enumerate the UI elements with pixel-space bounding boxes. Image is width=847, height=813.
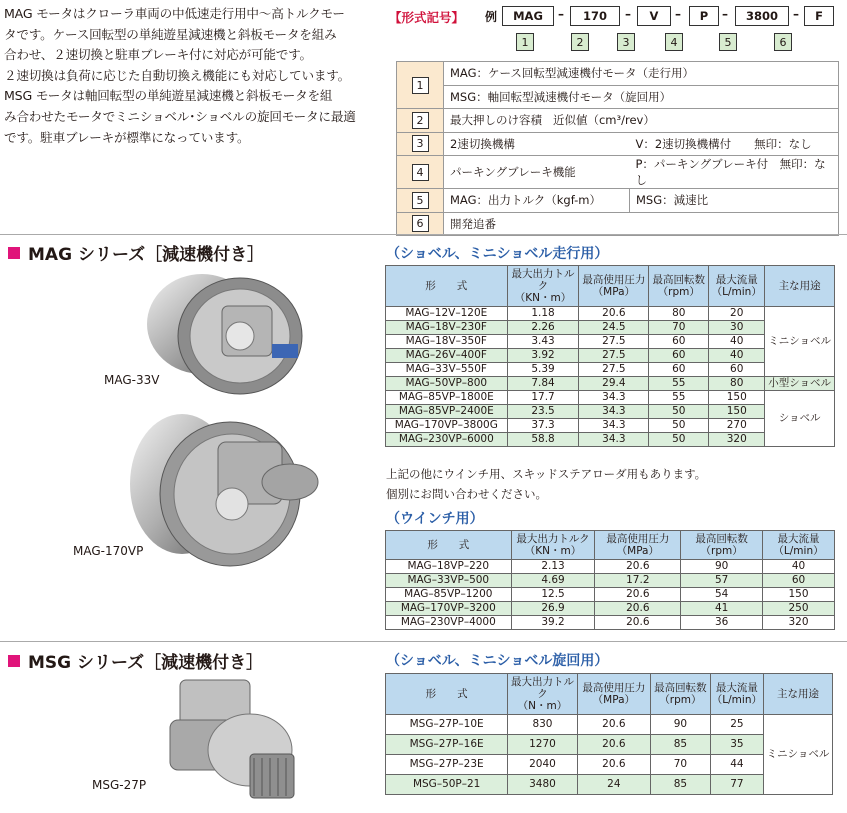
intro-line: 合わせ、２速切換と駐車ブレーキ付に対応が可能です。 (4, 47, 312, 63)
definition-row (397, 212, 839, 236)
table-cell: 2040 (508, 755, 577, 775)
column-header: 最大流量 （L/min） (709, 266, 765, 307)
table-row (386, 602, 835, 616)
table-cell: 55 (649, 391, 709, 405)
table-cell: 26.9 (511, 602, 595, 616)
code-number: 4 (665, 33, 683, 51)
intro-line: MSG モータは軸回転型の単純遊星減速機と斜板モータを組 (4, 88, 333, 104)
winch-table-title: （ウインチ用） (386, 511, 484, 527)
column-header: 最大出力トルク （KN・m） (507, 266, 579, 307)
table-cell: MAG–18VP–220 (386, 560, 512, 574)
definition-number: 3 (412, 135, 429, 152)
table-header-row (386, 266, 835, 307)
column-header: 主な用途 (763, 674, 832, 715)
table-cell: 35 (710, 735, 763, 755)
section-divider (0, 641, 847, 642)
definition-text: MSG：減速比 (630, 189, 839, 213)
intro-line: タです。ケース回転型の単純遊星減速機と斜板モータを組み (4, 26, 337, 42)
table-row (386, 588, 835, 602)
table-cell: 20.6 (579, 307, 649, 321)
table-cell: 60 (649, 363, 709, 377)
table-row (386, 307, 835, 321)
mag-series-heading (8, 240, 264, 265)
definition-text: MAG：出力トルク（kgf-m） (444, 189, 630, 213)
code-number: 3 (617, 33, 635, 51)
use-cell: ミニショベル (765, 307, 835, 377)
table-cell: 34.3 (579, 419, 649, 433)
definition-text: V：2速切換機構付 無印：なし (630, 132, 839, 156)
table-cell: 250 (763, 602, 835, 616)
definition-row (397, 189, 839, 213)
table-cell: 60 (649, 335, 709, 349)
definition-text: MAG：ケース回転型減速機付モータ（走行用） (444, 62, 839, 86)
table-cell: 24.5 (579, 321, 649, 335)
table-cell: MAG–18V–230F (386, 321, 508, 335)
definition-text: 開発追番 (444, 212, 839, 236)
table-cell: MAG–85VP–1200 (386, 588, 512, 602)
definition-row (397, 156, 839, 189)
table-cell: MSG–27P–10E (386, 715, 508, 735)
msg-series-heading (8, 648, 263, 673)
column-header: 最大出力トルク （KN・m） (511, 531, 595, 560)
table-cell: MSG–27P–23E (386, 755, 508, 775)
table-cell: 270 (709, 419, 765, 433)
table-row (386, 391, 835, 405)
code-separator: – (675, 7, 681, 21)
table-cell: 30 (709, 321, 765, 335)
column-header: 最大出力トルク （N・m） (508, 674, 577, 715)
column-header: 最高使用圧力 （MPa） (595, 531, 681, 560)
table-cell: 34.3 (579, 433, 649, 447)
code-number: 5 (719, 33, 737, 51)
table-cell: 3.92 (507, 349, 579, 363)
winch-spec-table (385, 530, 835, 630)
table-cell: 50 (649, 419, 709, 433)
definition-row (397, 109, 839, 133)
model-code-definitions (396, 61, 839, 236)
swing-table-title: （ショベル、ミニショベル旋回用） (386, 653, 609, 669)
table-cell: 3480 (508, 775, 577, 795)
column-header: 最高使用圧力 （MPa） (577, 674, 650, 715)
table-cell: 54 (681, 588, 763, 602)
table-cell: MAG–33V–550F (386, 363, 508, 377)
note-line: 個別にお問い合わせください。 (386, 487, 547, 501)
code-separator: – (722, 7, 728, 21)
table-cell: 24 (577, 775, 650, 795)
table-cell: 29.4 (579, 377, 649, 391)
swing-spec-table (385, 673, 833, 795)
definition-text: 最大押しのけ容積 (450, 113, 542, 128)
table-cell: 90 (651, 715, 711, 735)
definition-text: パーキングブレーキ機能 (444, 156, 630, 189)
definition-row (397, 62, 839, 86)
table-cell: 34.3 (579, 391, 649, 405)
table-cell: 40 (709, 335, 765, 349)
table-cell: 1270 (508, 735, 577, 755)
note-text (386, 464, 706, 504)
definition-text: MSG：軸回転型減速機付モータ（旋回用） (444, 85, 839, 109)
table-cell: MAG–50VP–800 (386, 377, 508, 391)
table-cell: 58.8 (507, 433, 579, 447)
model-code-example: 例 (485, 10, 498, 24)
table-cell: 27.5 (579, 349, 649, 363)
use-cell: ショベル (765, 391, 835, 447)
table-cell: 20.6 (595, 602, 681, 616)
table-cell: 830 (508, 715, 577, 735)
table-cell: 27.5 (579, 335, 649, 349)
table-cell: 3.43 (507, 335, 579, 349)
table-row (386, 616, 835, 630)
table-cell: MAG–85VP–1800E (386, 391, 508, 405)
table-cell: MAG–170VP–3200 (386, 602, 512, 616)
code-part-brake: P (689, 6, 719, 26)
travel-spec-table (385, 265, 835, 447)
table-row (386, 715, 833, 735)
table-row (386, 560, 835, 574)
table-cell: MSG–50P–21 (386, 775, 508, 795)
table-cell: MAG–26V–400F (386, 349, 508, 363)
column-header: 主な用途 (765, 266, 835, 307)
code-part-revision: F (804, 6, 834, 26)
intro-line: MAG モータはクローラ車両の中低速走行用中～高トルクモー (4, 6, 345, 21)
table-cell: MAG–230VP–6000 (386, 433, 508, 447)
table-cell: 41 (681, 602, 763, 616)
intro-line: です。駐車ブレーキが標準になっています。 (4, 129, 250, 145)
table-cell: 36 (681, 616, 763, 630)
code-number: 2 (571, 33, 589, 51)
table-cell: 60 (649, 349, 709, 363)
table-cell: 150 (709, 391, 765, 405)
table-cell: 70 (651, 755, 711, 775)
definition-row (397, 85, 839, 109)
definition-number: 4 (412, 164, 429, 181)
column-header: 最高回転数 （rpm） (651, 674, 711, 715)
note-line: 上記の他にウインチ用、スキッドステアローダ用もあります。 (386, 467, 707, 481)
table-cell: MAG–33VP–500 (386, 574, 512, 588)
definition-row (397, 132, 839, 156)
table-cell: MAG–18V–350F (386, 335, 508, 349)
table-header-row (386, 531, 835, 560)
table-cell: 17.7 (507, 391, 579, 405)
table-cell: 320 (763, 616, 835, 630)
msg-27p-caption: MSG-27P (92, 778, 147, 792)
column-header: 形 式 (386, 266, 508, 307)
table-cell: 85 (651, 775, 711, 795)
model-code-label: 【形式記号】 (389, 10, 465, 25)
table-cell: 44 (710, 755, 763, 775)
code-part-2speed: V (637, 6, 671, 26)
table-cell: 20.6 (595, 560, 681, 574)
column-header: 形 式 (386, 531, 512, 560)
table-cell: MAG–12V–120E (386, 307, 508, 321)
table-cell: MAG–85VP–2400E (386, 405, 508, 419)
table-cell: 320 (709, 433, 765, 447)
definition-text: 2速切換機構 (444, 132, 630, 156)
definition-number: 5 (412, 192, 429, 209)
column-header: 最大流量 （L/min） (710, 674, 763, 715)
definition-text: 近似値（cm³/rev） (552, 113, 655, 128)
mag-170vp-photo (120, 404, 330, 574)
mag-170vp-caption: MAG-170VP (73, 544, 144, 558)
column-header: 最大流量 （L/min） (763, 531, 835, 560)
table-cell: 77 (710, 775, 763, 795)
table-cell: 2.26 (507, 321, 579, 335)
table-cell: 80 (709, 377, 765, 391)
table-cell: 39.2 (511, 616, 595, 630)
table-cell: 7.84 (507, 377, 579, 391)
msg-series-title: MSG シリーズ［減速機付き］ (28, 653, 264, 673)
table-cell: 40 (763, 560, 835, 574)
table-cell: 60 (763, 574, 835, 588)
use-cell: 小型ショベル (765, 377, 835, 391)
table-header-row (386, 674, 833, 715)
table-cell: 90 (681, 560, 763, 574)
table-cell: 34.3 (579, 405, 649, 419)
table-cell: 55 (649, 377, 709, 391)
column-header: 最高回転数 （rpm） (649, 266, 709, 307)
mag-series-title: MAG シリーズ［減速機付き］ (28, 245, 265, 265)
code-separator: – (558, 7, 564, 21)
table-cell: 20.6 (577, 735, 650, 755)
table-cell: 20.6 (595, 616, 681, 630)
section-divider (0, 234, 847, 235)
table-cell: 60 (709, 363, 765, 377)
table-cell: 70 (649, 321, 709, 335)
table-cell: 17.2 (595, 574, 681, 588)
table-cell: 23.5 (507, 405, 579, 419)
code-number: 6 (774, 33, 792, 51)
table-row (386, 574, 835, 588)
table-row (386, 377, 835, 391)
intro-line: ２速切換は負荷に応じた自動切換え機能にも対応しています。 (4, 67, 351, 83)
column-header: 最高使用圧力 （MPa） (579, 266, 649, 307)
table-cell: 40 (709, 349, 765, 363)
table-cell: 50 (649, 405, 709, 419)
intro-line: み合わせたモータでミニショベル･ショベルの旋回モータに最適 (4, 108, 356, 124)
definition-number: 1 (412, 77, 429, 94)
msg-27p-photo (150, 672, 310, 812)
table-cell: 150 (709, 405, 765, 419)
mag-33v-caption: MAG-33V (104, 373, 160, 387)
intro-text (4, 4, 376, 148)
table-cell: 27.5 (579, 363, 649, 377)
table-cell: MAG–230VP–4000 (386, 616, 512, 630)
definition-number: 6 (412, 215, 429, 232)
model-code (389, 6, 839, 28)
table-cell: 4.69 (511, 574, 595, 588)
table-cell: 20.6 (577, 715, 650, 735)
table-cell: 80 (649, 307, 709, 321)
column-header: 形 式 (386, 674, 508, 715)
definition-number: 2 (412, 112, 429, 129)
code-separator: – (793, 7, 799, 21)
table-cell: MSG–27P–16E (386, 735, 508, 755)
table-cell: MAG–170VP–3800G (386, 419, 508, 433)
table-cell: 1.18 (507, 307, 579, 321)
table-cell: 50 (649, 433, 709, 447)
pink-square-icon (8, 247, 20, 259)
travel-table-title: （ショベル、ミニショベル走行用） (386, 246, 609, 262)
code-part-series: MAG (502, 6, 554, 26)
table-cell: 20.6 (577, 755, 650, 775)
table-cell: 57 (681, 574, 763, 588)
code-part-torque: 3800 (735, 6, 789, 26)
table-cell: 25 (710, 715, 763, 735)
column-header: 最高回転数 （rpm） (681, 531, 763, 560)
table-cell: 37.3 (507, 419, 579, 433)
table-cell: 85 (651, 735, 711, 755)
table-cell: 5.39 (507, 363, 579, 377)
pink-square-icon (8, 655, 20, 667)
table-cell: 2.13 (511, 560, 595, 574)
table-cell: 12.5 (511, 588, 595, 602)
code-separator: – (625, 7, 631, 21)
use-cell: ミニショベル (763, 715, 832, 795)
definition-text: P：パーキングブレーキ付 無印：なし (630, 156, 839, 189)
table-cell: 20.6 (595, 588, 681, 602)
code-part-displacement: 170 (570, 6, 620, 26)
table-cell: 150 (763, 588, 835, 602)
table-cell: 20 (709, 307, 765, 321)
code-number: 1 (516, 33, 534, 51)
